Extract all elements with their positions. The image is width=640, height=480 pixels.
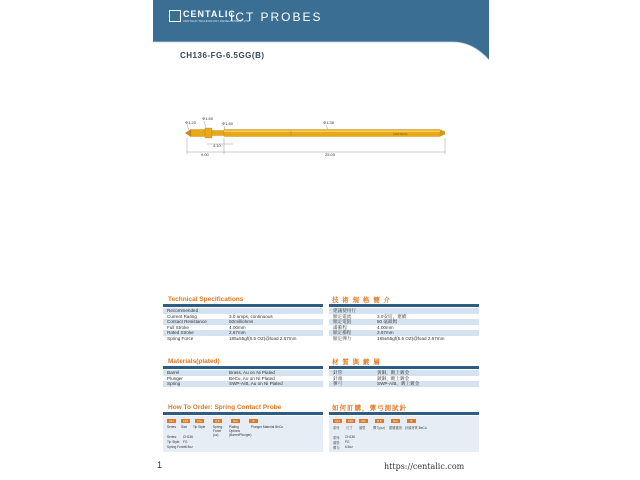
order-detail-value-cn: FG bbox=[345, 440, 350, 444]
order-chip: 6.5 bbox=[213, 419, 222, 423]
order-field-label: Tip Style bbox=[193, 425, 206, 429]
order-detail-value: CH136 bbox=[183, 435, 193, 439]
probe-drawing bbox=[173, 100, 473, 180]
materials-row-cn: 針頭 鈹銅，鍍上鍍金 bbox=[333, 375, 410, 381]
specs-row-cn: 額定衝程 2.67mm bbox=[329, 330, 479, 336]
order-chip: FG bbox=[195, 419, 204, 423]
specs-row-cn: 額定彈力 185±55gf(6.5 OZ)@load 2.67mm bbox=[333, 335, 445, 341]
materials-row: Barrel Brass, Au on Ni Plated bbox=[163, 370, 323, 376]
materials-row-cn: 針管 黃銅，鍍上鍍金 bbox=[329, 370, 479, 376]
materials-title-cn: 材 質 與 鍍 層 bbox=[332, 359, 381, 366]
specs-row-cn: 建議使用行 bbox=[329, 308, 479, 314]
order-title: How To Order: Spring Contact Probe bbox=[168, 404, 282, 411]
order-field-label-cn: 尺寸 bbox=[346, 426, 353, 430]
page-title: ICT PROBES bbox=[230, 10, 323, 24]
barrel-marking: CENTALIC bbox=[393, 132, 408, 136]
order-field-label-cn: 針頭材質 BeCu bbox=[405, 426, 427, 430]
order-code-chips bbox=[167, 419, 317, 424]
order-field-label-cn: 鍍層選項 bbox=[389, 426, 402, 430]
dim-head-diameter: Φ1.60 bbox=[202, 116, 213, 121]
order-chip: B bbox=[407, 419, 416, 423]
order-chip: GG bbox=[231, 419, 240, 423]
materials-table bbox=[163, 370, 323, 388]
order-detail-key-cn: 頭型: bbox=[333, 441, 341, 445]
dim-length-4-10: 4.10 bbox=[213, 143, 221, 148]
dim-length-25-00: 25.00 bbox=[325, 152, 336, 157]
materials-row: Plunger BeCu, Au on Ni Plated bbox=[167, 375, 275, 381]
order-field-label: Size bbox=[181, 425, 188, 429]
order-field-label: Plunger Material BeCu bbox=[251, 425, 284, 429]
specs-title: Technical Specifications bbox=[168, 296, 244, 303]
order-field-label: Plating Options (Barrel/Plunger) bbox=[229, 425, 252, 437]
order-chip: CH bbox=[333, 419, 342, 423]
specs-row: Full Stroke 4.00mm bbox=[167, 324, 246, 330]
order-detail-value-cn: 6.5oz bbox=[345, 445, 353, 449]
order-field-label: Spring Force (oz) bbox=[213, 425, 223, 437]
order-chip: 136 bbox=[182, 419, 188, 423]
dim-plunger-diameter: Φ1.60 bbox=[222, 121, 233, 126]
order-detail-key-cn: 系列: bbox=[333, 436, 341, 440]
order-code-panel-cn bbox=[329, 416, 479, 452]
order-detail-value: 6.5oz bbox=[185, 445, 193, 449]
order-detail-value: FG bbox=[183, 440, 188, 444]
order-field-label: Series bbox=[167, 425, 177, 429]
order-detail-key-cn: 彈力: bbox=[333, 446, 341, 450]
order-bar bbox=[163, 412, 323, 415]
order-field-label-cn: 頭型 bbox=[359, 426, 366, 430]
catalog-page bbox=[153, 0, 489, 480]
order-detail-key: Tip Style: bbox=[167, 440, 181, 444]
specs-row: Spring Force 185±55gf(6.5 OZ)@load 2.67mm bbox=[167, 335, 297, 341]
order-chip: B bbox=[249, 419, 258, 423]
order-bar-cn bbox=[329, 412, 479, 415]
order-detail-key: Spring Force: bbox=[167, 445, 187, 449]
specs-bar-cn bbox=[329, 304, 479, 307]
specs-table bbox=[163, 308, 323, 344]
order-chip: GG bbox=[391, 419, 400, 423]
model-number: CH136-FG-6.5GG(B) bbox=[180, 51, 265, 60]
materials-row-cn: 彈弓 SWP-A/B，鍍上鍍金 bbox=[329, 381, 479, 387]
order-field-label-cn: 彈力(oz) bbox=[373, 426, 385, 430]
order-chip: FG bbox=[359, 419, 368, 423]
specs-row-cn: 額定電流 3.0安培，連續 bbox=[333, 313, 407, 319]
dim-length-9-00: 9.00 bbox=[201, 152, 209, 157]
brand-name: CENTALIC bbox=[183, 9, 236, 19]
specs-title-cn: 技 術 規 格 簡 介 bbox=[332, 297, 392, 304]
materials-bar-cn bbox=[329, 366, 479, 369]
specs-row: Recommended bbox=[163, 308, 323, 314]
materials-title: Materials(plated) bbox=[168, 358, 220, 365]
materials-bar bbox=[163, 366, 323, 369]
specs-row: Current Rating 3.0 amps, continuous bbox=[167, 313, 273, 319]
brand-logo-icon bbox=[169, 10, 181, 22]
specs-row-cn: 額定電阻 50 毫歐姆 bbox=[329, 319, 479, 325]
materials-row: Spring SWP-A/B, Au on Ni Plated bbox=[163, 381, 323, 387]
order-title-cn: 如何訂購，彈弓測試針 bbox=[332, 405, 407, 412]
website-url[interactable]: https://centalic.com bbox=[384, 462, 465, 471]
specs-row: Rated Stroke 2.67mm bbox=[163, 330, 323, 336]
order-detail-value-cn: CH136 bbox=[345, 435, 355, 439]
order-chip: 136 bbox=[347, 419, 353, 423]
order-detail-key: Series: bbox=[167, 435, 177, 439]
order-field-label-cn: 系列 bbox=[333, 426, 340, 430]
page-number: 1 bbox=[157, 460, 163, 470]
order-chip: CH bbox=[167, 419, 176, 423]
specs-bar bbox=[163, 304, 323, 307]
dim-tip-diameter: Φ1.20 bbox=[185, 120, 196, 125]
brand-subtitle: CENTALIC TECHNOLOGY DEVELOPMENT LTD. bbox=[183, 19, 250, 23]
order-chip: 6.5 bbox=[375, 419, 384, 423]
dim-barrel-diameter: Φ1.36 bbox=[323, 120, 334, 125]
specs-row: Contact Resistance 50milliohms bbox=[163, 319, 323, 325]
order-code-panel bbox=[163, 416, 323, 452]
specs-row-cn: 滿衝程 4.00mm bbox=[333, 324, 394, 330]
order-code-chips-cn bbox=[333, 419, 473, 424]
specs-table-cn bbox=[329, 308, 479, 344]
materials-table-cn bbox=[329, 370, 479, 388]
